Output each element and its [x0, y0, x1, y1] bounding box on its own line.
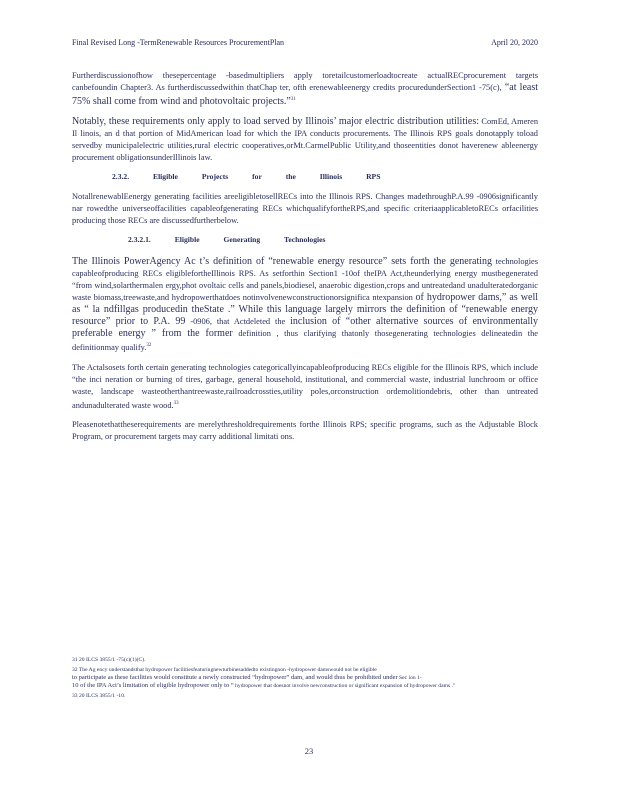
- section-heading-generating-technologies: [128, 235, 538, 244]
- footnote-ref[interactable]: 33: [173, 400, 179, 406]
- header-date: April 20, 2020: [491, 38, 538, 47]
- footnote-31: 31 20 ILCS 3855/1 -75(c)(1)(C).: [72, 657, 146, 663]
- emphasis-text: The Illinois PowerAgency Ac t’s definition of “renewable energy resource” sets forth the generating: [72, 255, 493, 267]
- paragraph-text: definition , thus clarifying thatonly thosegenerating technologies delineatedin the definitionmay qualify.: [72, 328, 538, 352]
- paragraph-text: -0906, that Actdeleted the: [185, 316, 286, 326]
- paragraph-text: The Actalsosets forth certain generating technologies categoricallyincapableofproducing RECs eligible for the Illinois RPS, which include “the inci neration or burning of tires, garbage, general household, institutional, and commercial waste, industrial lunchroom or office waste, landscape wasteotherthantreewaste,railroadcrossties,utility poles,orconstruction ordemolitiondebris, other than untreated andunadulterated waste wood.: [72, 362, 538, 410]
- heading-word: Projects: [201, 171, 229, 181]
- footnote-32: [72, 666, 538, 690]
- paragraph-renewable-definition: [72, 256, 538, 354]
- heading-word: the: [285, 171, 296, 181]
- footnote-ref[interactable]: 31: [290, 97, 296, 102]
- footnotes: [72, 656, 538, 702]
- heading-word: RPS: [366, 171, 381, 181]
- footnote-text: Sec ion 1-: [399, 675, 422, 681]
- emphasis-text: Notably, these requirements only apply to load served by Illinois’ major electric distribution utilities:: [72, 115, 479, 127]
- page-header: [72, 38, 538, 50]
- header-title: Final Revised Long -TermRenewable Resources ProcurementPlan: [72, 38, 285, 47]
- emphasis-text: of hydropower dams,” as well as “ la ndfillgas producedin theState .” While this language largely mirrors the definition of “renewable energy resource” prior to P.A. 99: [72, 291, 539, 327]
- section-heading-eligible-projects: [112, 172, 538, 181]
- paragraph-rec-multipliers: [72, 70, 538, 108]
- heading-word: for: [252, 171, 262, 181]
- emphasis-text: inclusion of “other alternative sources of environmentally preferable energy ” from the former: [72, 315, 539, 339]
- paragraph-eligible-facilities: NotallrenewablEenergy generating facilities areeligibletosellRECs into the Illinois RPS. Changes madethroughP.A.99 -0906significantly nar rowedthe universeoffacilities capableofgenerating RECs whichqualifyfortheRPS,and specific criteriaapplicabletoRECs orfacilities producing those RECs are discussedfurtherbelow.: [72, 191, 538, 225]
- footnote-text: to participate as these facilities would constitute a newly constructed “hydropower” dam, and would thus be prohibited under: [72, 674, 398, 681]
- heading-word: Technologies: [283, 234, 326, 244]
- paragraph-text: technologies capableofproducing RECs eligiblefortheIllinois RPS. As setforthin Section1 -10of theIPA Act,theunderlying energy mustbegenerated “from wind,solarthermalen ergy,phot ovoltaic cells and panels,biodiesel, anaerobic digestion,crops and untreatedand unadulteratedorganic waste biomass,treewaste,and hydropowerthatdoes notinvolvenewconstructionorsignifica ntexpansion: [72, 256, 539, 302]
- footnote-text: 32 The Ag ency understandsthat hydropower facilitiesfeaturingnewturbinesaddedto existingnon -hydropower damswould not be eligible: [72, 667, 377, 673]
- heading-word: Eligible: [174, 234, 200, 244]
- paragraph-text: Furtherdiscussionofhow thesepercentage -basedmultipliers apply toretailcustomerloadtocreate actualRECprocurement targets canbefoundin Chapter3. As furtherdiscussedwithin thatChap ter, ofth erenewableenergy credits procuredunderSection1 -75(c),: [72, 71, 538, 92]
- heading-word: Generating: [223, 234, 261, 244]
- quote-text: “at least 75% shall come from wind and photovoltaic projects.”: [72, 82, 539, 107]
- footnote-ref[interactable]: 32: [146, 342, 152, 348]
- heading-word: Illinois: [319, 171, 343, 181]
- footnote-33: 33 20 ILCS 3855/1 -10.: [72, 693, 126, 699]
- paragraph-threshold-note: Pleasenotethattheserequirements are merelythresholdrequirements forthe Illinois RPS; specific programs, such as the Adjustable Block Program, or procurement targets may carry additional limitati ons.: [72, 420, 538, 442]
- paragraph-text: ComEd, Ameren Il linois, an d that portion of MidAmerican load for which the IPA conducts procurements. The Illinois RPS goals donotapply toload servedby municipalelectric utilities,rural electric cooperatives,orMt.CarmelPublic Utility,and thoseentities donot haverenew ableenergy procurement obligationsunderIllinois law.: [72, 116, 539, 162]
- document-body: [72, 70, 538, 451]
- page-number: 23: [304, 746, 314, 756]
- footnote-text: 10 of the IPA Act’s limitation of eligible hydropower only to “: [72, 682, 234, 689]
- section-number: 2.3.2.1.: [128, 234, 151, 244]
- paragraph-utility-scope: [72, 116, 538, 164]
- footnote-text: hydropower that doesnot involve newconstruction or significant expansion of hydropower dams .”: [235, 683, 456, 689]
- paragraph-ineligible-technologies: [72, 362, 538, 412]
- section-number: 2.3.2.: [112, 171, 130, 181]
- heading-word: Eligible: [153, 171, 178, 181]
